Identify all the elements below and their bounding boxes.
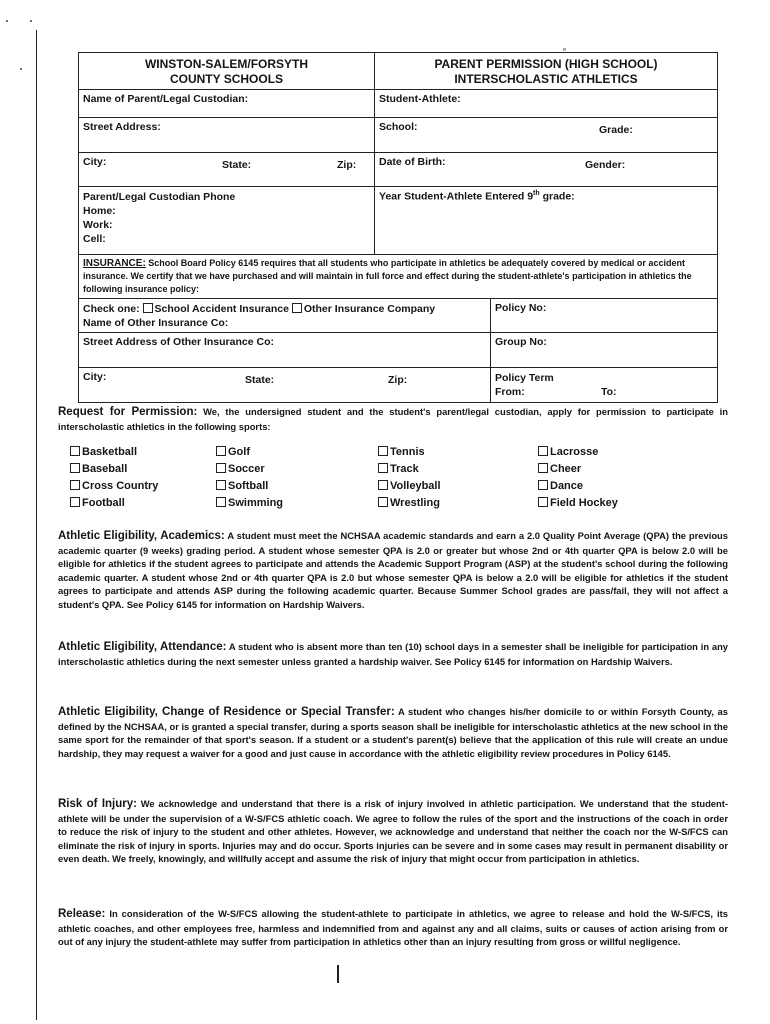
insurance-street-field[interactable]: Street Address of Other Insurance Co: (79, 333, 491, 367)
phone-row (79, 187, 717, 255)
cell-phone-label: Cell: (83, 233, 106, 245)
sport-checkbox[interactable] (378, 446, 388, 456)
insurance-heading: INSURANCE: (83, 258, 146, 269)
sport-checkbox[interactable] (70, 446, 80, 456)
sport-checkbox[interactable] (378, 463, 388, 473)
student-athlete-field[interactable]: Student-Athlete: (379, 93, 461, 105)
sport-checkbox[interactable] (216, 463, 226, 473)
transfer-section: Athletic Eligibility, Change of Residence or Special Transfer: A student who changes his/her domicile to or within Forsyth County, as defined by the NCHSAA, or is granted a special transfer, during a sports season shall be ineligible for interscholastic athletics at the new school in the same sport for the remainder of that sport's season. If a student or a student's parent(s) believe that the application of this rule will create an undue hardship, they may request a waiver for a good and just cause in accordance with the athletic eligibility review procedures in Policy 6145. (58, 706, 728, 759)
name-row (79, 90, 717, 118)
text-cursor-mark (337, 965, 339, 983)
scan-speck (6, 20, 8, 22)
other-insurance-name-field[interactable]: Name of Other Insurance Co: (83, 317, 229, 329)
district-title: WINSTON-SALEM/FORSYTH COUNTY SCHOOLS (79, 53, 375, 89)
permission-form-table (78, 52, 718, 403)
sport-checkbox[interactable] (378, 497, 388, 507)
sport-option[interactable]: Wrestling (378, 495, 538, 512)
state-label: State: (222, 159, 252, 171)
insurance-city-row (79, 368, 717, 402)
sport-option[interactable]: Volleyball (378, 478, 538, 495)
sport-option[interactable]: Dance (538, 478, 678, 495)
scan-mark: ᵒ (563, 46, 567, 55)
work-phone-label: Work: (83, 219, 113, 231)
release-section: Release: In consideration of the W-S/FCS allowing the student-athlete to participate in athletics, we agree to release and hold the W-S/FCS, its athletic coaches, and other employees free, harmless and indemnified from and against any and all claims, suits or causes of action arising from or out of any injury the student-athlete may suffer from participation in athletics other than an injury resulting from gross or willful negligence. (58, 908, 728, 948)
sport-checkbox[interactable] (216, 480, 226, 490)
insurance-statement: INSURANCE: School Board Policy 6145 requires that all students who participate in athletics be adequately covered by medical or accident insurance. We certify that we have purchased and will maintain in full force and effect during the student-athlete's participation in athletics the following insurance policy: (79, 255, 717, 299)
sport-option[interactable]: Softball (216, 478, 378, 495)
scan-margin-line (36, 30, 37, 1020)
academics-section: Athletic Eligibility, Academics: A student must meet the NCHSAA academic standards and earn a 2.0 Quality Point Average (QPA) the previous academic quarter (9 weeks) grading period. A student whose semester QPA is 2.0 or greater but whose 2nd or 4th quarter QPA is below 2.0 will be eligible for athletics if the student agrees to participate and attends the Academic Support Program (ASP) at the student's school during the following academic quarter. A student whose 2nd or 4th quarter QPA is 2.0 but whose semester QPA is below a 2.0 will be eligible for athletics if the student agrees to participate and attends ASP during the following academic quarter. Because Summer School grades are pass/fail, they will not affect a student's QPA. See Policy 6145 for information on Hardship Waivers. (58, 530, 728, 610)
sports-checklist (70, 444, 670, 512)
sport-option[interactable]: Track (378, 461, 538, 478)
dob-field[interactable]: Date of Birth: Gender: (379, 156, 626, 171)
sport-checkbox[interactable] (538, 497, 548, 507)
school-accident-checkbox[interactable] (143, 303, 153, 313)
risk-of-injury-section: Risk of Injury: We acknowledge and understand that there is a risk of injury involved in athletic participation. We understand that the student-athlete will be under the supervision of a W-S/FCS athletic coach. We agree to follow the rules of the sport and the instructions of the coach in order to reduce the risk of injury to the student and other athletes. However, we acknowledge and understand that neither the coach nor the W-S/FCS can eliminate the risk of injury in sports. Injuries may and do occur. Sports injuries can be severe and in some cases may result in permanent disability or even death. We freely, knowingly, and willfully accept and assume the risk of injury that might occur from participation in athletics. (58, 798, 728, 865)
parent-name-field[interactable]: Name of Parent/Legal Custodian: (79, 90, 375, 117)
home-phone-label: Home: (83, 205, 116, 217)
sport-option[interactable]: Cheer (538, 461, 678, 478)
sport-checkbox[interactable] (538, 463, 548, 473)
city-state-zip-field[interactable]: City: State: Zip: (79, 153, 375, 186)
sport-option[interactable]: Cross Country (70, 478, 216, 495)
policy-no-field[interactable]: Policy No: (495, 302, 547, 314)
sport-option[interactable]: Lacrosse (538, 444, 678, 461)
insurance-type-row (79, 299, 717, 333)
scan-speck (20, 68, 22, 70)
sport-option[interactable]: Field Hockey (538, 495, 678, 512)
sport-checkbox[interactable] (70, 480, 80, 490)
sport-checkbox[interactable] (70, 497, 80, 507)
scan-speck (30, 20, 32, 22)
sport-option[interactable]: Baseball (70, 461, 216, 478)
policy-to-label: To: (601, 386, 617, 398)
sport-option[interactable]: Basketball (70, 444, 216, 461)
request-permission-text: Request for Permission: We, the undersigned student and the student's parent/legal custodian, apply for permission to participate in interscholastic athletics in the following sports: (58, 406, 728, 432)
group-no-field[interactable]: Group No: (495, 336, 547, 348)
sport-checkbox[interactable] (216, 446, 226, 456)
sport-option[interactable]: Tennis (378, 444, 538, 461)
other-insurance-checkbox[interactable] (292, 303, 302, 313)
gender-label: Gender: (585, 159, 626, 171)
insurance-zip-label: Zip: (388, 374, 408, 386)
sport-option[interactable]: Football (70, 495, 216, 512)
sport-option[interactable]: Swimming (216, 495, 378, 512)
grade-label: Grade: (599, 124, 633, 136)
city-row (79, 153, 717, 187)
street-address-field[interactable]: Street Address: (79, 118, 375, 152)
form-header-row (79, 53, 717, 90)
school-field[interactable]: School: Grade: (379, 121, 633, 136)
attendance-section: Athletic Eligibility, Attendance: A student who is absent more than ten (10) school days in a semester shall be ineligible for participation in any interscholastic athletics during the next semester unless granted a hardship waiver. See Policy 6145 for information on Hardship Waivers. (58, 641, 729, 667)
phone-field[interactable]: Parent/Legal Custodian Phone Home: Work: Cell: (79, 187, 375, 254)
year-entered-field[interactable]: Year Student-Athlete Entered 9th grade: (379, 190, 575, 203)
policy-term-field[interactable]: Policy Term From: To: (495, 372, 617, 398)
form-title: PARENT PERMISSION (HIGH SCHOOL) INTERSCHOLASTIC ATHLETICS (434, 57, 658, 86)
sport-checkbox[interactable] (538, 446, 548, 456)
sport-checkbox[interactable] (538, 480, 548, 490)
zip-label: Zip: (337, 159, 357, 171)
sport-option[interactable]: Soccer (216, 461, 378, 478)
insurance-type-field: Check one: School Accident Insurance Other Insurance Company Name of Other Insurance Co: (79, 299, 491, 332)
sport-checkbox[interactable] (378, 480, 388, 490)
sport-checkbox[interactable] (216, 497, 226, 507)
sport-checkbox[interactable] (70, 463, 80, 473)
address-row (79, 118, 717, 153)
insurance-address-row (79, 333, 717, 368)
sport-option[interactable]: Golf (216, 444, 378, 461)
insurance-state-label: State: (245, 374, 275, 386)
insurance-city-field[interactable]: City: State: Zip: (79, 368, 491, 402)
